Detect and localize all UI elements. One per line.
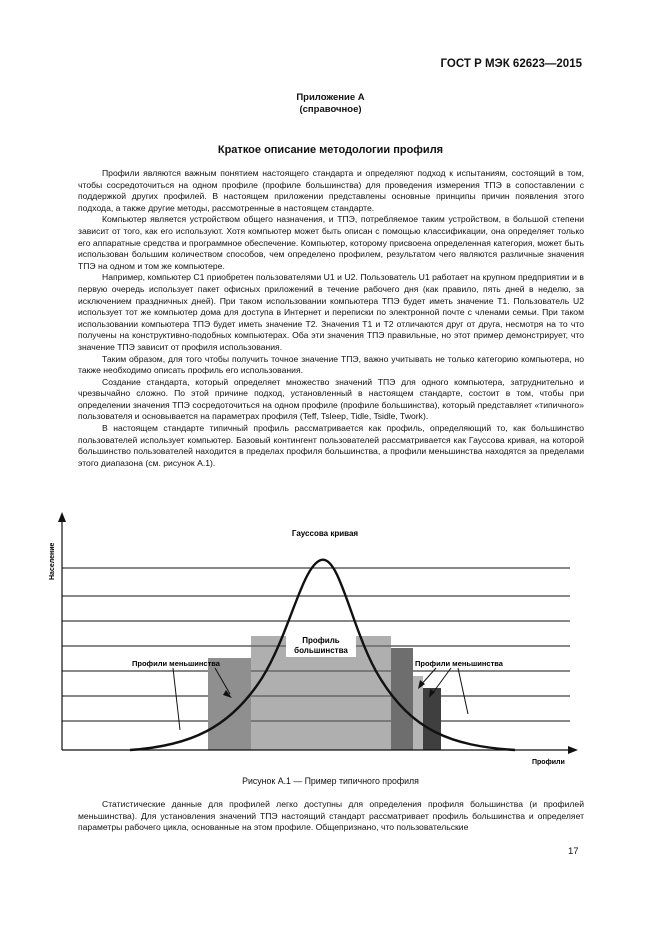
pointer-line <box>432 668 451 694</box>
paragraph: В настоящем стандарте типичный профиль рассматривается как профиль, определяющий то, как большинство пользователей использует компьютер. Базовый контингент пользователей рассматривается как Гауссова кривая, на которой большинство пользователей находится в пределах профиля большинства, а профили меньшинства находятся за пределами этого диапазона (см. рисунок А.1). <box>78 423 584 468</box>
section-title: Краткое описание методологии профиля <box>217 144 444 156</box>
x-axis-label: Профили <box>532 759 565 766</box>
figure-typical-profile <box>40 508 600 778</box>
body-text-continued <box>78 799 584 834</box>
y-axis-arrow-icon <box>58 512 66 522</box>
paragraph: Создание стандарта, который определяет множество значений ТПЭ для одного компьютера, затруднительно и чрезвычайно сложно. По этой причине подход, установленный в настоящем стандарте, состоит в том, чтобы при определении значения ТПЭ сосредоточиться на одном профиле (профиле большинства), который представляет «типичного» пользователя и основывается на параметрах профиля (Teff, Tsleep, Tidle, Tsidle, Twork). <box>78 376 584 422</box>
minority-band-right-light <box>413 676 423 750</box>
minority-band-right-dark <box>423 688 441 750</box>
paragraph: Например, компьютер С1 приобретен пользователями U1 и U2. Пользователь U1 работает на крупном предприятии и в первую очередь использует пакет офисных приложений в течение рабочего дня (как правило, пять дней в неделю, за исключением праздничных дней). При таком использовании компьютера ТПЭ будет иметь значение Т1. Пользователь U2 использует тот же компьютер дома для доступа в Интернет и переписки по электронной почте с членами семьи. При таком использовании компьютера ТПЭ будет иметь значение Т2. Значения Т1 и Т2 отличаются друг от друга, несмотря на то что получены на конструктивно-подобных компьютерах. Оба эти значения ТПЭ правильные, но этот пример демонстрирует, что значение ТПЭ зависит от профиля использования. <box>78 272 584 352</box>
minority-label-right: Профили меньшинства <box>415 659 503 668</box>
majority-label: Профиль <box>302 636 340 645</box>
minority-label-left: Профили меньшинства <box>132 659 220 668</box>
paragraph: Статистические данные для профилей легко доступны для определения профиля большинства (и профилей меньшинства). Для установления значений ТПЭ настоящий стандарт рассматривает профиль большинства и определяет параметры рабочего цикла, основанные на этом профиле. Общепризнано, что пользовательские <box>78 799 584 833</box>
page-number: 17 <box>568 846 579 857</box>
x-axis-arrow-icon <box>568 746 578 754</box>
paragraph: Компьютер является устройством общего назначения, и ТПЭ, потребляемое таким устройством, в большой степени зависит от того, как его используют. Хотя компьютер может быть описан с помощью классификации, она определяет только его аппаратные средства и программное обеспечение. Компьютер, которому присвоена определенная категория, может быть использован большим количеством способов, чем определено профилем, результатом чего являются различные значения ТПЭ на одном и том же компьютере. <box>78 214 584 271</box>
annex-title: Приложение А <box>296 92 365 103</box>
minority-band-left <box>208 658 251 750</box>
figure-caption: Рисунок А.1 — Пример типичного профиля <box>242 776 419 786</box>
document-header: ГОСТ Р МЭК 62623—2015 <box>440 58 582 70</box>
pointer-line <box>458 668 468 714</box>
majority-label: большинства <box>294 646 348 655</box>
paragraph: Профили являются важным понятием настоящего стандарта и определяют подход к испытаниям, состоящий в том, чтобы сосредоточиться на одном профиле (профиле большинства) для проведения измерения ТПЭ в сопоставлении с поддержкой других профилей. В настоящем приложении представлены основные принципы причин появления этого подхода, а также другие методы, рассмотренные в настоящем стандарте. <box>78 168 584 213</box>
body-text <box>78 168 584 469</box>
paragraph: Таким образом, для того чтобы получить точное значение ТПЭ, важно учитывать не только категорию компьютера, но также необходимо описать профиль его использования. <box>78 353 584 376</box>
gauss-label: Гауссова кривая <box>291 529 359 538</box>
y-axis-label: Население <box>49 542 56 580</box>
annex-heading <box>0 92 661 116</box>
annex-type: (справочное) <box>299 104 362 115</box>
